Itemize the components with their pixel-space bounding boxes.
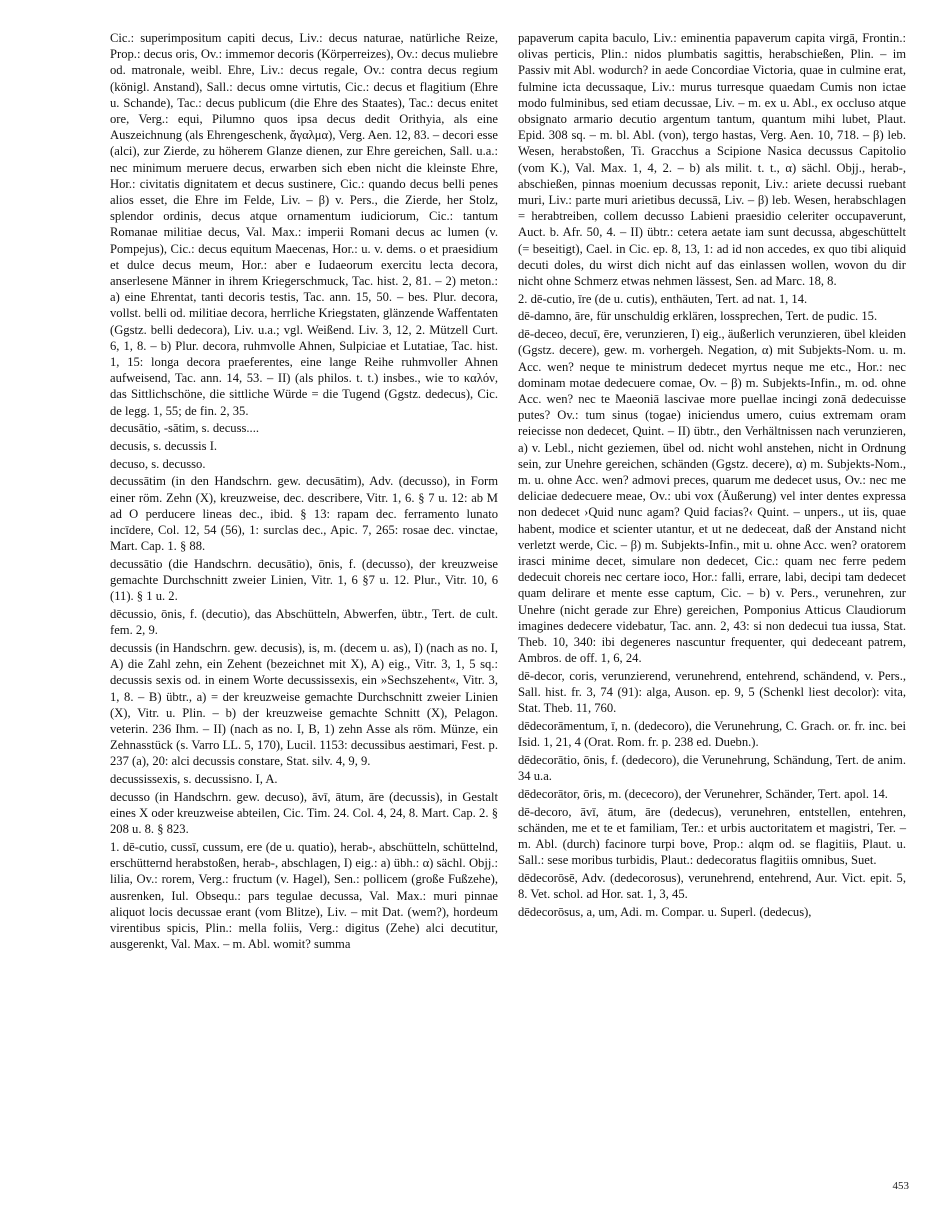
entry-decus-continued: Cic.: superimpositum capiti decus, Liv.: decus naturae, natürliche Reize, Prop.: decus oris, Ov.: immemor decoris (Körperreizes), Ov.: decus muliebre od. matronale, weibl. Ehre, Liv.: decus regale, Ov.: contra decus regium (königl. Anstand), Sall.: decus omne virtutis, Cic.: decus et flagitium (Ehre u. Schande), Tac.: decus publicum (die Ehre des Staates), Tac.: decus enitet ore, Verg.: equi, Pilumno quos ipsa decus dedit Orithyia, als eine Auszeichnung (als Ehrengeschenk, ἄγαλμα), Verg. Aen. 12, 83. – decori esse (alci), zur Zierde, zu höherem Glanze dienen, zur Ehre gereichen, Sall. u.a.: nec minimum meruere decus, erwarben sich eben nicht die kleinste Ehre, Hor.: civitatis dignitatem et decus sustinere, Cic.: quando decus belli penes alios esset, die Ehre im Felde, Liv. – β) v. Pers., die Zierde, her Stolz, splendor ordinis, decus atque ornamentum iudiciorum, Cic.: tantum Romanae militiae decus, Val. Max.: imperii Romani decus ac lumen (v. Pompejus), Cic.: decus equitum Maecenas, Hor.: u. v. dems. o et praesidium et dulce decus meum, Hor.: aber e Iudaeorum exercitu lecta decora, anserlesene Männer in ihrem Kriegerschmuck, Tac. hist. 2, 81. – 2) meton.: a) eine Ehrentat, tanti decoris testis, Tac. ann. 15, 50. – bes. Plur. decora, vollst. belli od. militiae decora, herrliche Kriegstaten, glänzende Waffentaten (Ggstz. belli dedecora), Liv. u.a.; vgl. Weißend. Liv. 3, 12, 2. Mützell Curt. 6, 1, 8. – b) Plur. decora, ruhmvolle Ahnen, Sulpiciae et Lutatiae, Tac. hist. 1, 15: longa decora praeferentes, eine lange Reihe ruhmvoller Ahnen aufweisend, Tac. ann. 14, 53. – II) (als philos. t. t.) insbes., wie το καλόν, das Sittlichschöne, die sittliche Würde = die Tugend (Ggstz. dedecus), Cic. de legg. 1, 55; de fin. 2, 35. [110,31,498,418]
entry-decuso: decuso, s. decusso. [110,456,206,471]
entry-dedecorose: dēdecorōsē, Adv. (dedecorosus), verunehrend, entehrend, Aur. Vict. epit. 5, 8. Vet. schol. ad Hor. sat. 1, 3, 45. [518,870,906,902]
entry-dedecoramentum: dēdecorāmentum, ī, n. (dedecoro), die Verunehrung, C. Grach. or. fr. inc. bei Isid. 1, 21, 4 (Orat. Rom. fr. p. 238 ed. Duebn.). [518,719,906,750]
entry-dedamno: dē-damno, āre, für unschuldig erklären, lossprechen, Tert. de pudic. 15. [518,309,878,324]
entry-decussatio: decussātio (die Handschrn. decusātio), ōnis, f. (decusso), der kreuzweise gemachte Durchschnitt zweier Linien, Vitr. 1, 6 §7 u. 12. Plur., Vitr. 10, 6 (11). § 1 u. 2. [110,557,498,604]
entry-dedecorator: dēdecorātor, ōris, m. (dececoro), der Verunehrer, Schänder, Tert. apol. 14. [518,786,888,801]
entry-decusis: decusis, s. decussis I. [110,439,218,454]
entry-decussissexis: decussissexis, s. decussisno. I, A. [110,772,278,787]
entry-decutio-1: 1. dē-cutio, cussī, cussum, ere (de u. quatio), herab-, abschütteln, schüttelnd, erschütternd herabstoßen, herab-, abschlagen, I) eig.: a) übh.: α) sächl. Objj.: lilia, Ov.: rorem, Verg.: fructum (v. Hagel), Sen.: pollicem (große Fußzehe), ausrenken, Iul. Obsequ.: pars tegulae decussa, Val. Max.: muri pinnae aliquot locis decussae erant (vom Blitze), Liv. – mit Dat. (wem?), hordeum virentibus spicis, Plin.: mella foliis, Verg.: digitus (Zehe) alci decutitur, ausgerenkt, Val. Max. – m. Abl. womit? summa [110,839,498,952]
left-column [110,30,498,954]
entry-decutio-1-continued: papaverum capita baculo, Liv.: eminentia papaverum capita virgā, Frontin.: olivas perticis, Plin.: nidos plumbatis sagittis, herabschießen, Plin. – im Passiv mit Abl. wodurch? in aede Concordiae Victoria, quae in culmine erat, fulmine icta decussaque, Liv.: murus turresque quaedam Cumis non ictae modo fulminibus, sed etiam decussae, Liv. – m. ex u. Abl., ex occluso atque obsignato armario decutio argentum tantum, quantum mihi lubet, Plaut. Epid. 308 sq. – m. bl. Abl. (von), tergo hastas, Verg. Aen. 10, 718. – β) leb. Wesen, herabstoßen, Ti. Gracchus a Scipione Nasica decussus Capitolio (vom K.), Val. Max. 1, 4, 2. – b) als milit. t. t., α) sächl. Objj., herab-, abschießen, pinnas moenium decussas reponit, Liv.: ariete decussi ruebant muri, Liv.: parte muri arietibus decussā, Liv. – β) leb. Wesen, herabschlagen = herabtreiben, collem decusso Labieni praesidio celeriter occupaverunt, Auct. b. Afr. 50, 4. – II) übtr.: cetera aetate iam sunt decussa, abgeschüttelt (= beseitigt), Cael. in Cic. ep. 8, 13, 1: ad id non accedes, ex quo tibi aliquid decuti doles, du wirst dich nicht auf das einlassen wollen, wovon du dir nicht ohne Schmerz etwas nehmen lässest, Sen. ad Marc. 18, 8. [518,31,906,289]
entry-dedecoratio: dēdecorātio, ōnis, f. (dedecoro), die Verunehrung, Schändung, Tert. de anim. 34 u.a. [518,752,906,784]
entry-dedecoro: dē-decoro, āvī, ātum, āre (dedecus), verunehren, entstellen, entehren, schänden, me et te et familiam, Ter.: et urbis auctoritatem et magistri, Ter. – m. Abl. (durch) facinore turpi bove, Prop.: alqm od. se flagitiis, Plaut. u. Sall.: sese moribus turbidis, Plaut.: dedecoratus flagitiis omnibus, Suet. [518,804,906,868]
entry-decussatim: decussātim (in den Handschrn. gew. decusātim), Adv. (decusso), in Form einer röm. Zehn (X), kreuzweise, dec. describere, Vitr. 1, 6. § 7 u. 12: ab M ad O perducere lineas dec., ibid. § 13: rapam dec. ferramento lunato incīdere, Col. 12, 54 (56), 1: surclas dec., Apic. 7, 265: rosae dec. vinctae, Mart. Cap. 1. § 88. [110,474,498,554]
entry-dedecorosus: dēdecorōsus, a, um, Adi. m. Compar. u. Superl. (dedecus), [518,904,812,919]
entry-decutio-2: 2. dē-cutio, īre (de u. cutis), enthäuten, Tert. ad nat. 1, 14. [518,291,808,306]
right-column [518,30,906,921]
entry-decussis: decussis (in Handschrn. gew. decusis), is, m. (decem u. as), I) (nach as no. I, A) die Zahl zehn, ein Zehent (bezeichnet mit X), A) eig., Vitr. 3, 1, 5 sq.: decussis sexis od. in einem Worte decussissexis, ein »Sechszehent«, Vitr. 3, 1, 8. – B) übtr., a) = der kreuzweise gemachte Durchschnitt zweier Linien (X), Vitr. u. Plin. – b) der kreuzweise gemachte Schnitt (X), Pelagon. veterin. 236 Ihm. – II) (nach as no. I, B, 1) zehn Asse als röm. Münze, ein Zehnasstück (s. Varro LL. 5, 170), Lucil. 1153: decussibus aestimari, Fest. p. 237 (a), 20: alci decussis constare, Stat. silv. 4, 9, 9. [110,641,498,769]
entry-dedeceo: dē-deceo, decuī, ēre, verunzieren, I) eig., äußerlich verunzieren, übel kleiden (Ggstz. decere), gew. m. vorhergeh. Negation, α) mit Subjekts-Nom. u. m. Acc. wen? neque te ministrum dedecet myrtus neque me etc., Hor.: nec dominam motae dedecuere comae, Ov. – β) m. Subjekts-Infin., m. od. ohne Acc. wen? nec te Maeoniā lascivae more puellae incingi zonā dedecuisse putes? Ov.: tum sinus (togae) iniciendus umero, cuius extremam oram reiecisse non dedecet, Quint. – II) übtr., den Verhältnissen nach verunzieren, a) v. Lebl., nicht geziemen, übel od. nicht wohl anstehen, nicht in Ordnung sein, zur Unehre gereichen, schänden (Ggstz. decere), α) m. Subjekts-Nom., m. u. ohne Acc. wen? admovi preces, quarum me dedecet usus, Ov.: nec me deliciae dedecuere meae, Ov.: ubi vox (Äußerung) vel inter dentes expressa non dedecet ›Quid nunc agam? Quid facias?‹ Quint. – unpers., ut iis, quae habent, modice et scienter utantur, et ut ne dedeceat, daß der Anstand nicht verletzt werde, Cic. – β) m. Subjekts-Infin., mit u. ohne Acc. wen? oratorem irasci minime decet, simulare non dedecet, Cic.: quam nec ferre pedem dedecuit choreis nec certare ioco, Hor.: falli, errare, labi, decipi tam dedecet quam delirare et mente esse captum, Cic. – b) v. Pers., verunehren, zur Unehre (nicht gerade zur Ehre) gereichen, Pomponius Atticus Claudiorum imagines dedecere videbatur, Tac. ann. 2, 43: si non dedecui tua iussa, Stat. Theb. 10, 340: ibi degeneres nascuntur frequenter, qui dedeceant patrem, Ambros. de off. 1, 6, 24. [518,327,906,666]
page-number: 453 [892,1180,909,1192]
entry-dedecor: dē-decor, coris, verunzierend, verunehrend, entehrend, schändend, v. Pers., Sall. hist. fr. 3, 74 (91): alga, Auson. ep. 9, 5 (Schenkl liest decolor): vita, Stat. Theb. 11, 760. [518,668,906,716]
entry-decussio: dēcussio, ōnis, f. (decutio), das Abschütteln, Abwerfen, übtr., Tert. de cult. fem. 2, 9. [110,607,498,638]
entry-decusso: decusso (in Handschrn. gew. decuso), āvī, ātum, āre (decussis), in Gestalt eines X oder kreuzweise abteilen, Cic. Tim. 24. Col. 4, 24, 8. Mart. Cap. 2. § 208 u. 8. § 823. [110,789,498,837]
entry-decusatio-ref: decusātio, -sātim, s. decuss.... [110,421,259,436]
